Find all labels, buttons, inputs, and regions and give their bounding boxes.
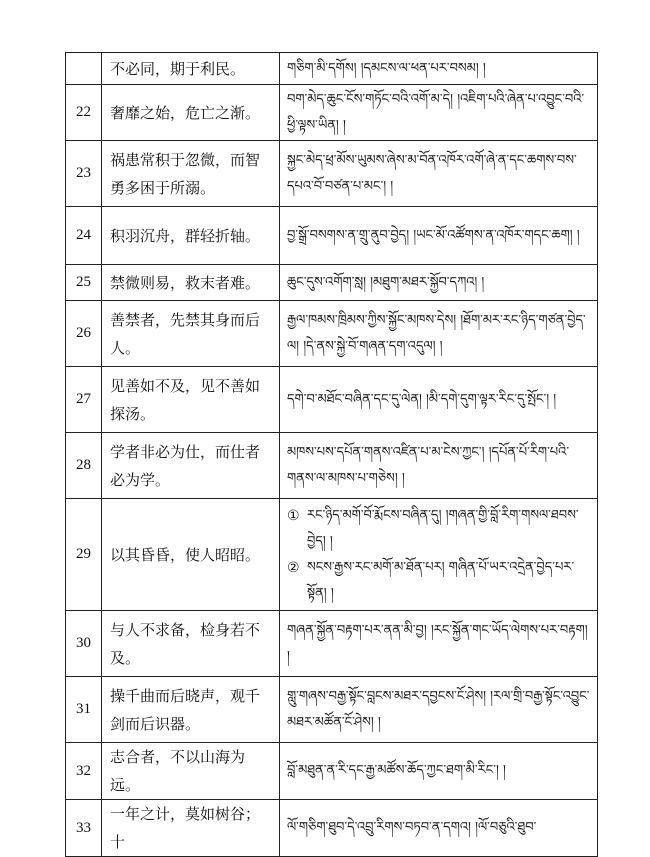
chinese-text: 祸患常积于忽微，而智勇多困于所溺。 <box>102 141 280 207</box>
tibetan-variant <box>287 503 591 555</box>
tibetan-text: བློ་མཐུན་ན་རི་དང་རྒྱ་མཚོས་ཆོད་ཀྱང་ཐག་མི་རིང་། ། <box>280 743 598 800</box>
translation-table <box>65 52 598 857</box>
row-number: 28 <box>66 433 102 499</box>
row-number: 23 <box>66 141 102 207</box>
table-row <box>66 433 598 499</box>
chinese-text: 学者非必为仕，而仕者必为学。 <box>102 433 280 499</box>
chinese-text: 操千曲而后晓声，观千剑而后识器。 <box>102 677 280 743</box>
row-number: 25 <box>66 265 102 301</box>
row-number: 30 <box>66 611 102 677</box>
row-number: 22 <box>66 85 102 141</box>
tibetan-text: བྱ་སྒྲོ་བསགས་ན་གྲུ་ནུབ་བྱེད། །ཡང་མོ་འཚོགས་ན་འཁོར་གདང་ཆག། ། <box>280 207 598 265</box>
chinese-text: 善禁者，先禁其身而后人。 <box>102 301 280 367</box>
row-number: 32 <box>66 743 102 800</box>
table-row <box>66 265 598 301</box>
tibetan-text: དགེ་བ་མཐོང་བཞིན་དང་དུ་ལེན། །མི་དགེ་དུག་ལྟར་རིང་དུ་སྤོང་། ། <box>280 367 598 433</box>
table-row <box>66 301 598 367</box>
row-number <box>66 53 102 85</box>
table-row <box>66 53 598 85</box>
chinese-text: 积羽沉舟，群轻折轴。 <box>102 207 280 265</box>
tibetan-variant <box>287 555 591 607</box>
tibetan-text: རྒྱལ་ཁམས་ཁྲིམས་ཀྱིས་སྐྱོང་མཁས་དེས། །ཐོག་མར་རང་ཉིད་གཙན་བྱེད་ལ། །དེ་ནས་སྐྱེ་བོ་གཞན་དག་འདུལ། ། <box>280 301 598 367</box>
row-number: 27 <box>66 367 102 433</box>
row-number: 26 <box>66 301 102 367</box>
variant-marker: ② <box>287 559 300 576</box>
chinese-text: 志合者，不以山海为远。 <box>102 743 280 800</box>
table-row <box>66 743 598 800</box>
chinese-text: 不必同，期于利民。 <box>102 53 280 85</box>
row-number: 24 <box>66 207 102 265</box>
table-row <box>66 141 598 207</box>
chinese-text: 一年之计，莫如树谷；十 <box>102 800 280 857</box>
chinese-text: 与人不求备，检身若不及。 <box>102 611 280 677</box>
tibetan-text: སངས་རྒྱས་རང་མགོ་མ་ཐོན་པར། གཞིན་པོ་ཡར་འདྲེན་བྱེད་པར་སྟོན། ། <box>307 559 575 601</box>
row-number: 31 <box>66 677 102 743</box>
table-row <box>66 499 598 611</box>
tibetan-translations <box>280 499 598 611</box>
chinese-text: 禁微则易，救末者难。 <box>102 265 280 301</box>
table-row <box>66 800 598 857</box>
chinese-text: 奢靡之始，危亡之渐。 <box>102 85 280 141</box>
table-row <box>66 611 598 677</box>
row-number: 29 <box>66 499 102 611</box>
tibetan-text: ལོ་གཅིག་ཐུབ་དེ་འབྲུ་རིགས་བཏབ་ན་དགའ། །ལོ་བཅུའི་ཐུབ་ <box>280 800 598 857</box>
table-row <box>66 85 598 141</box>
tibetan-text: གླུ་གཞས་བརྒྱ་སྟོང་བླངས་མཐར་དབྱངས་ངོ་ཤེས། །རལ་གྲི་བརྒྱ་སྟོང་འབྱུང་མཐར་མཚོན་ངོ་ཤེས། ། <box>280 677 598 743</box>
table-row <box>66 367 598 433</box>
tibetan-text: བག་མེད་ཆུང་ངོས་གཏོང་བའི་འགོ་མ་དེ། །འཇིག་པའི་ཞེན་པ་འབྱུང་བའི་ཕྱི་ལྟས་ཡིན། ། <box>280 85 598 141</box>
tibetan-text: ཆུང་དུས་འགོག་སླ། །མཐུག་མཐར་སྐྱོབ་དཀའ། ། <box>280 265 598 301</box>
variant-marker: ① <box>287 507 300 524</box>
chinese-text: 见善如不及，见不善如探汤。 <box>102 367 280 433</box>
tibetan-text: རང་ཉིད་མགོ་བོ་རྨོངས་བཞིན་དུ། །གཞན་གྱི་བློ་རིག་གསལ་ཐབས་བྱེད། ། <box>307 507 579 549</box>
tibetan-text: གཞན་སྐྱོན་བརྟག་པར་ནན་མི་བྱ། །རང་སྐྱོན་གང་ཡོད་ལེགས་པར་བརྟག། ། <box>280 611 598 677</box>
tibetan-text: མཁས་པས་དཔོན་གནས་འཛིན་པ་མ་ངེས་ཀྱང་། །དཔོན་པོ་རིག་པའི་གནས་ལ་མཁས་པ་གཅེས། ། <box>280 433 598 499</box>
table-row <box>66 677 598 743</box>
row-number: 33 <box>66 800 102 857</box>
tibetan-text: གཅིག་མི་དགོས། །དམངས་ལ་ཕན་པར་བསམ། ། <box>280 53 598 85</box>
table-row <box>66 207 598 265</box>
tibetan-text: སྐྱང་མེད་ཕྲ་མོས་ཡུམས་ཞེས་མ་བོན་འཁོར་འགོ་ཞེ་ན་དང་ཆགས་བས་དཔའ་བོ་བཙན་པ་མང་། ། <box>280 141 598 207</box>
chinese-text: 以其昏昏，使人昭昭。 <box>102 499 280 611</box>
